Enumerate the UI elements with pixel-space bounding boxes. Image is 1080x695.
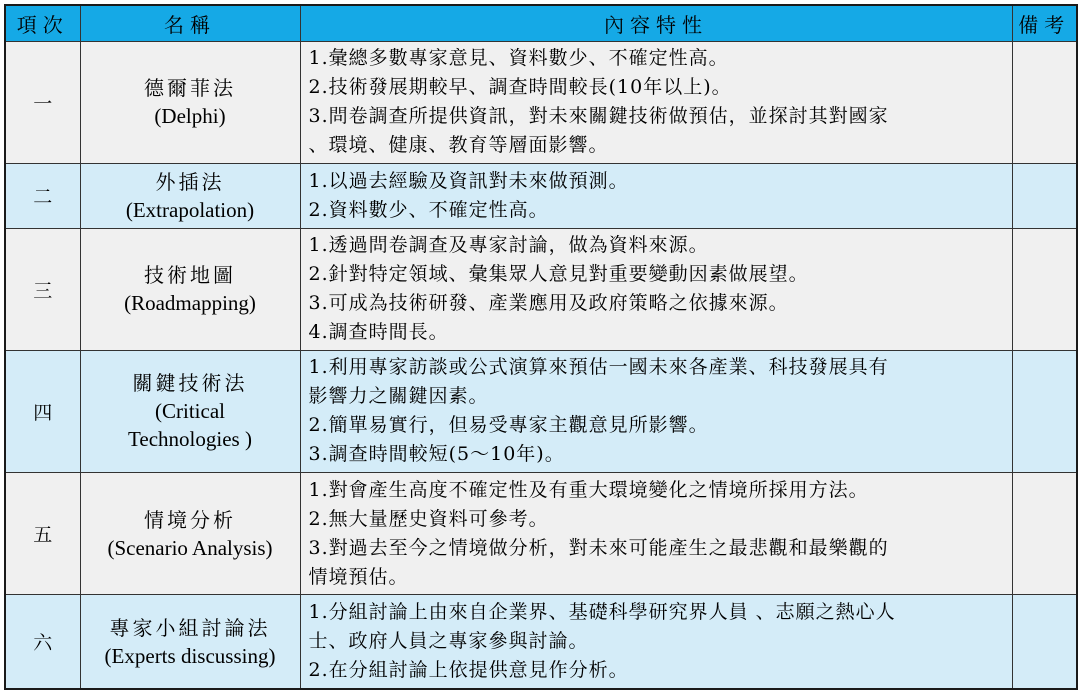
methods-table — [4, 4, 1078, 690]
method-name-en: (Experts discussing) — [104, 643, 276, 668]
table-row — [5, 163, 1077, 228]
description-line: 1.以過去經驗及資訊對未來做預測。 — [308, 169, 629, 192]
method-name-zh: 德爾菲法 — [144, 76, 236, 101]
method-description — [300, 228, 1012, 350]
description-line: 1.對會產生高度不確定性及有重大環境變化之情境所採用方法。 — [308, 478, 869, 501]
description-line: 3.問卷調查所提供資訊，對未來關鍵技術做預估，並探討其對國家 — [308, 105, 889, 128]
description-line: 2.技術發展期較早、調查時間較長(10年以上)。 — [308, 76, 732, 99]
row-number: 一 — [5, 41, 80, 163]
method-name — [80, 228, 300, 350]
method-name-en: Technologies ) — [128, 427, 252, 452]
row-number: 二 — [5, 163, 80, 228]
remarks-cell — [1012, 163, 1077, 228]
method-name-zh: 外插法 — [155, 169, 225, 194]
remarks-cell — [1012, 473, 1077, 595]
table-row — [5, 350, 1077, 472]
header-name: 名稱 — [80, 5, 300, 41]
table-row — [5, 228, 1077, 350]
table-row — [5, 473, 1077, 595]
method-name — [80, 595, 300, 689]
description-line: 情境預估。 — [308, 565, 409, 588]
description-line: 2.簡單易實行，但易受專家主觀意見所影響。 — [308, 414, 709, 437]
row-number: 五 — [5, 473, 80, 595]
remarks-cell — [1012, 228, 1077, 350]
method-description — [300, 350, 1012, 472]
description-line: 士、政府人員之專家參與討論。 — [308, 630, 589, 653]
description-line: 2.資料數少、不確定性高。 — [308, 198, 549, 221]
header-row — [5, 5, 1077, 41]
header-content: 內容特性 — [300, 5, 1012, 41]
remarks-cell — [1012, 41, 1077, 163]
method-description — [300, 473, 1012, 595]
method-name-en: (Critical — [155, 399, 225, 424]
table-row — [5, 41, 1077, 163]
method-name-en: (Extrapolation) — [125, 197, 255, 222]
description-line: 4.調查時間長。 — [308, 321, 449, 344]
description-line: 1.彙總多數專家意見、資料數少、不確定性高。 — [308, 47, 729, 70]
description-line: 3.可成為技術研發、產業應用及政府策略之依據來源。 — [308, 292, 789, 315]
header-remarks: 備考 — [1012, 5, 1077, 41]
remarks-cell — [1012, 595, 1077, 689]
method-name — [80, 163, 300, 228]
description-line: 2.針對特定領域、彙集眾人意見對重要變動因素做展望。 — [308, 263, 809, 286]
method-name-en: (Roadmapping) — [124, 291, 256, 316]
description-line: 2.無大量歷史資料可參考。 — [308, 507, 549, 530]
row-number: 六 — [5, 595, 80, 689]
description-line: 1.利用專家訪談或公式演算來預估一國未來各產業、科技發展具有 — [308, 356, 889, 379]
method-name-zh: 專家小組討論法 — [109, 615, 271, 640]
description-line: 3.調查時間較短(5～10年)。 — [308, 443, 565, 466]
method-name-zh: 關鍵技術法 — [132, 371, 248, 396]
description-line: 影響力之關鍵因素。 — [308, 385, 489, 408]
method-name — [80, 473, 300, 595]
method-description — [300, 41, 1012, 163]
description-line: 2.在分組討論上依提供意見作分析。 — [308, 659, 629, 682]
row-number: 四 — [5, 350, 80, 472]
description-line: 1.分組討論上由來自企業界、基礎科學研究界人員 、志願之熱心人 — [308, 601, 896, 624]
description-line: 3.對過去至今之情境做分析，對未來可能產生之最悲觀和最樂觀的 — [308, 536, 889, 559]
method-name — [80, 41, 300, 163]
description-line: 、環境、健康、教育等層面影響。 — [308, 134, 609, 157]
method-name-en: (Scenario Analysis) — [107, 535, 273, 560]
method-name-zh: 技術地圖 — [144, 263, 236, 288]
method-name-zh: 情境分析 — [144, 507, 236, 532]
method-name — [80, 350, 300, 472]
description-line: 1.透過問卷調查及專家討論，做為資料來源。 — [308, 234, 709, 257]
row-number: 三 — [5, 228, 80, 350]
remarks-cell — [1012, 350, 1077, 472]
method-description — [300, 163, 1012, 228]
method-name-en: (Delphi) — [154, 104, 226, 129]
method-description — [300, 595, 1012, 689]
header-item-number: 項次 — [5, 5, 80, 41]
table-row — [5, 595, 1077, 689]
